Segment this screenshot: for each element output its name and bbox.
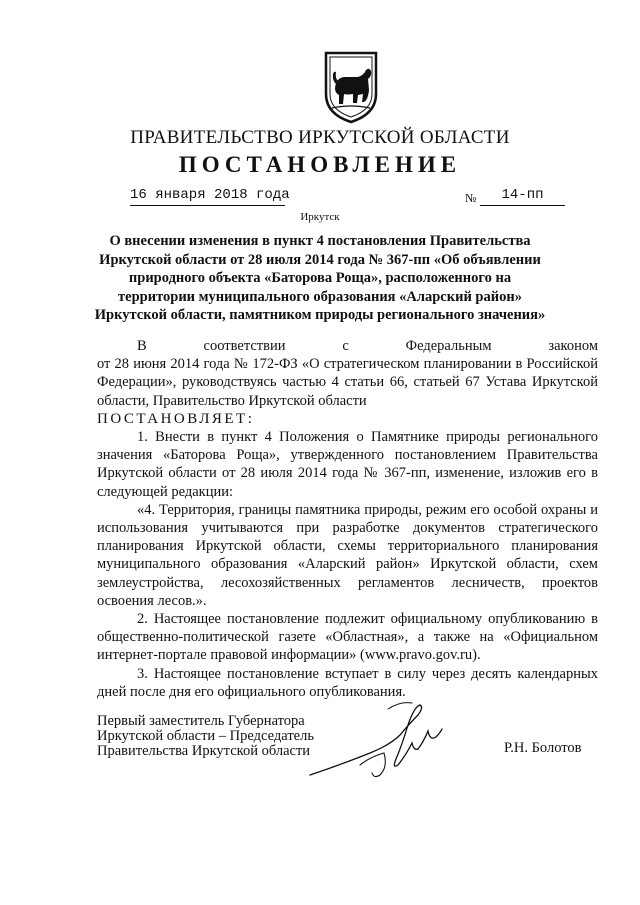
intro-paragraph: от 28 июня 2014 года № 172-ФЗ «О стратегическом планировании в Российской Федерации», руководствуясь частью 4 статьи 66, статьей 67 Устава Иркутской области, Правительство Иркутской области [97, 356, 598, 409]
document-date: 16 января 2018 года [130, 187, 290, 203]
number-sign: № [465, 191, 477, 205]
quoted-amendment-paragraph: «4. Территория, границы памятника природы, режим его особой охраны и использования учитываются при разработке документов стратегического планирования Иркутской области, схемы территориального планирования муниципального образования «Аларский район» Иркутской области, схем землеустройства, лесохозяйственных регламентов лесничеств, проектов освоения лесов.». [97, 501, 598, 609]
intro-first-line: В соответствии с Федеральным законом [137, 338, 598, 354]
government-name: ПРАВИТЕЛЬСТВО ИРКУТСКОЙ ОБЛАСТИ [130, 127, 510, 148]
date-underline [130, 205, 285, 206]
signatory-name: Р.Н. Болотов [504, 740, 582, 756]
document-body [97, 337, 598, 701]
handwritten-signature [300, 695, 460, 790]
item-1-paragraph: 1. Внести в пункт 4 Положения о Памятнике природы регионального значения «Баторова Роща», утвержденного постановлением Правительства Иркутской области от 28 июля 2014 года № 367-пп, изменение, изложив его в следующей редакции: [97, 429, 598, 500]
number-underline [480, 205, 565, 206]
coat-of-arms-emblem [322, 50, 380, 124]
position-line: Первый заместитель Губернатора [97, 713, 305, 729]
document-heading: О внесении изменения в пункт 4 постановления Правительства Иркутской области от 28 июля 2014 года № 367-пп «Об объявлении природного объекта «Баторова Роща», расположенного на территории муниципального образования «Аларский район» Иркутской области, памятником природы регионального значения» [94, 233, 546, 323]
position-line: Правительства Иркутской области [97, 743, 311, 759]
signatory-position [97, 714, 314, 759]
document-type-title: ПОСТАНОВЛЕНИЕ [178, 152, 462, 177]
decree-word: ПОСТАНОВЛЯЕТ: [97, 410, 255, 427]
item-2-paragraph: 2. Настоящее постановление подлежит официальному опубликованию в общественно-политической газете «Областная», а также на «Официальном интернет-портале правовой информации» (www.pravo.gov.ru). [97, 611, 598, 664]
city-name: Иркутск [300, 211, 340, 223]
position-line: Иркутской области – Председатель [97, 728, 314, 744]
item-3-paragraph: 3. Настоящее постановление вступает в силу через десять календарных дней после дня его официального опубликования. [97, 665, 598, 700]
document-number: 14-пп [501, 187, 544, 203]
